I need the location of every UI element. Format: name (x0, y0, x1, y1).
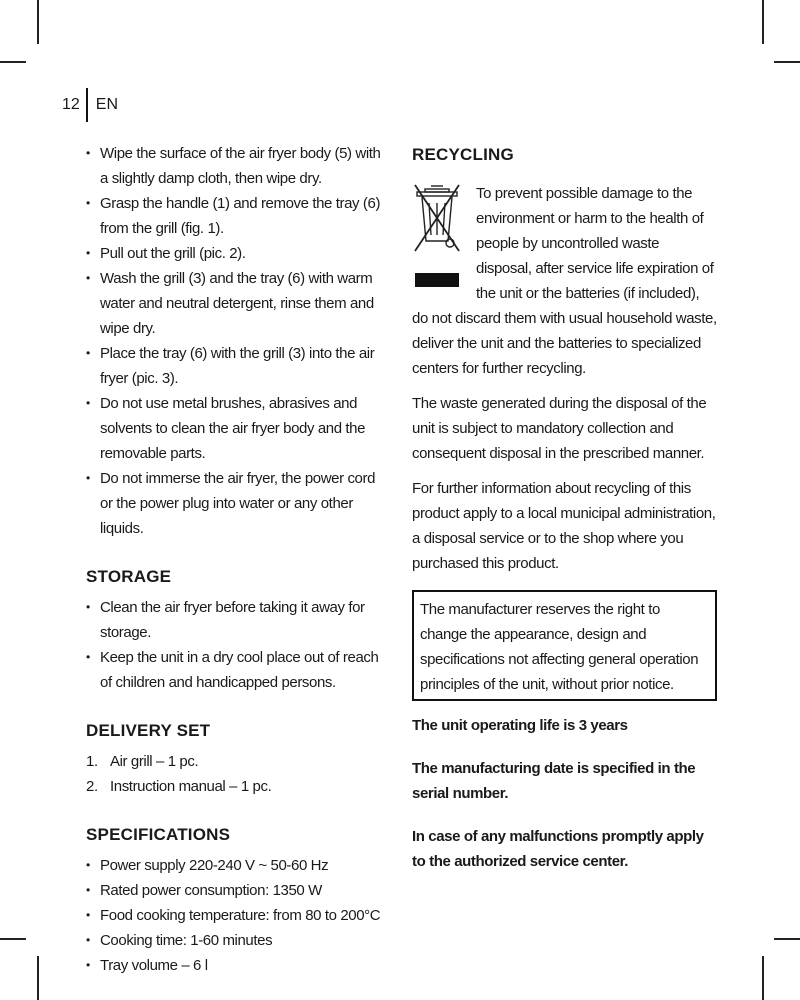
language-code: EN (95, 96, 119, 113)
specifications-heading: SPECIFICATIONS (86, 825, 231, 844)
recycling-paragraph: The waste generated during the disposal of the unit is subject to mandatory collection and consequent disposal in the prescribed manner. (412, 395, 707, 462)
list-item: • Cooking time: 1-60 minutes (86, 928, 386, 953)
item-text: Air grill – 1 pc. (110, 753, 199, 770)
storage-list (86, 595, 386, 695)
crop-mark (37, 956, 39, 1000)
list-item: • Keep the unit in a dry cool place out of reach of children and handicapped persons. (86, 645, 386, 695)
crop-mark (0, 61, 26, 63)
recycling-heading: RECYCLING (412, 145, 514, 164)
malfunctions-note: In case of any malfunctions promptly apply to the authorized service center. (412, 828, 704, 870)
item-number: 1. (86, 753, 98, 770)
manufacturing-date-note: The manufacturing date is specified in the serial number. (412, 760, 696, 802)
delivery-set-heading: DELIVERY SET (86, 721, 211, 740)
storage-heading: STORAGE (86, 567, 172, 586)
list-item: • Clean the air fryer before taking it away for storage. (86, 595, 386, 645)
list-item: • Do not use metal brushes, abrasives and solvents to clean the air fryer body and the removable parts. (86, 391, 386, 466)
page-number: 12 (62, 96, 80, 113)
list-item: • Pull out the grill (pic. 2). (86, 241, 386, 266)
list-item: • Food cooking temperature: from 80 to 200°C (86, 903, 386, 928)
manufacturer-notice: The manufacturer reserves the right to change the appearance, design and specifications not affecting general operation principles of the unit, without prior notice. (420, 601, 699, 693)
list-item: • Wash the grill (3) and the tray (6) with warm water and neutral detergent, rinse them and wipe dry. (86, 266, 386, 341)
recycling-paragraph: To prevent possible damage to the environment or harm to the health of people by uncontrolled waste disposal, after service life expiration of the unit or the batteries (if included), do not discard them with usual household waste, deliver the unit and the batteries to specialized centers for further recycling. (412, 185, 717, 377)
list-item: • Tray volume – 6 l (86, 953, 386, 978)
right-column (412, 141, 717, 874)
recycling-paragraph: For further information about recycling of this product apply to a local municipal administration, a disposal service or to the shop where you purchased this product. (412, 480, 716, 572)
recycling-block (412, 181, 717, 381)
delivery-set-list (86, 749, 386, 799)
list-item (86, 749, 386, 774)
specifications-list (86, 853, 386, 978)
list-item: • Rated power consumption: 1350 W (86, 878, 386, 903)
operating-life-note: The unit operating life is 3 years (412, 717, 628, 734)
list-item: • Grasp the handle (1) and remove the tray (6) from the grill (fig. 1). (86, 191, 386, 241)
manufacturer-notice-box (412, 590, 717, 701)
left-column (86, 141, 386, 978)
cleaning-list (86, 141, 386, 541)
list-item: • Wipe the surface of the air fryer body (5) with a slightly damp cloth, then wipe dry. (86, 141, 386, 191)
crop-mark (37, 0, 39, 44)
crossed-out-wheelie-bin-icon (412, 181, 462, 293)
page-header (62, 88, 118, 122)
list-item (86, 774, 386, 799)
crop-mark (774, 61, 800, 63)
crop-mark (774, 938, 800, 940)
list-item: • Place the tray (6) with the grill (3) into the air fryer (pic. 3). (86, 341, 386, 391)
item-text: Instruction manual – 1 pc. (110, 778, 272, 795)
crop-mark (762, 956, 764, 1000)
crop-mark (0, 938, 26, 940)
list-item: • Power supply 220-240 V ~ 50-60 Hz (86, 853, 386, 878)
crop-mark (762, 0, 764, 44)
item-number: 2. (86, 778, 98, 795)
list-item: • Do not immerse the air fryer, the power cord or the power plug into water or any other liquids. (86, 466, 386, 541)
